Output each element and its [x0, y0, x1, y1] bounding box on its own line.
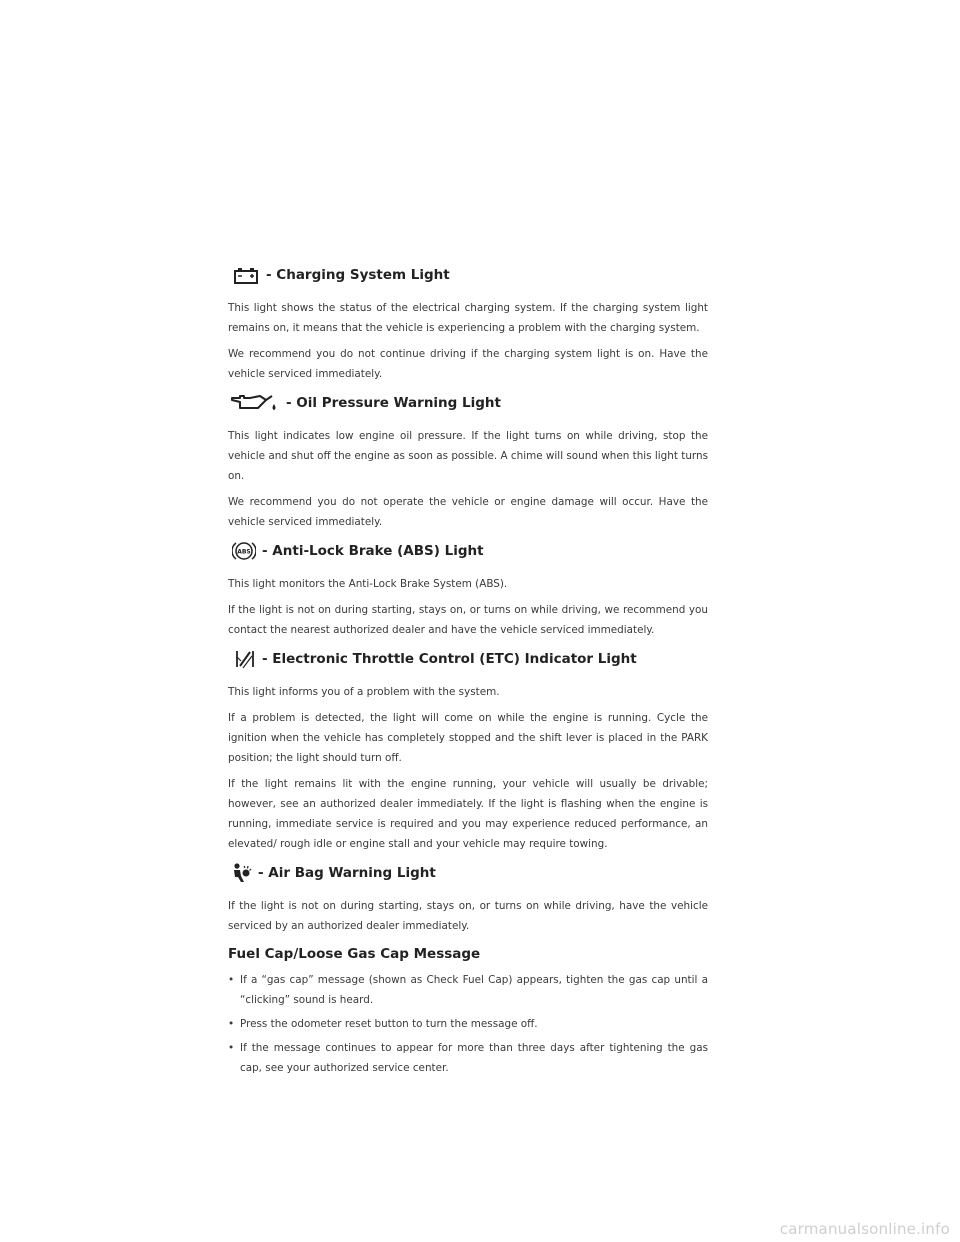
- abs-icon-text: ABS: [237, 548, 251, 556]
- list-item-text: Press the odometer reset button to turn the message off.: [240, 1018, 538, 1030]
- list-item: [228, 1038, 708, 1078]
- oil-pressure-title: - Oil Pressure Warning Light: [286, 395, 501, 411]
- airbag-title: - Air Bag Warning Light: [258, 865, 436, 881]
- abs-paragraph-2: If the light is not on during starting, stays on, or turns on while driving, we recommend you contact the nearest authorized dealer and have the vehicle serviced immediately.: [228, 604, 708, 636]
- charging-system-paragraph-2: We recommend you do not continue driving if the charging system light is on. Have the vehicle serviced immediately.: [228, 348, 708, 380]
- airbag-icon: [230, 860, 252, 886]
- oil-pressure-paragraph-1: This light indicates low engine oil pressure. If the light turns on while driving, stop the vehicle and shut off the engine as soon as possible. A chime will sound when this light turns on.: [228, 430, 708, 482]
- oil-pressure-paragraph-2: We recommend you do not operate the vehicle or engine damage will occur. Have the vehicle serviced immediately.: [228, 496, 708, 528]
- abs-icon: [232, 538, 256, 564]
- watermark[interactable]: carmanualsonline.info: [779, 1220, 950, 1238]
- etc-title: - Electronic Throttle Control (ETC) Indicator Light: [262, 651, 637, 667]
- throttle-icon: [234, 646, 256, 672]
- bullet-mark: •: [228, 1042, 235, 1054]
- charging-system-title: - Charging System Light: [266, 267, 450, 283]
- fuel-cap-list: [228, 970, 708, 1078]
- etc-paragraph-2: If a problem is detected, the light will come on while the engine is running. Cycle the ignition when the vehicle has completely stopped and the shift lever is placed in the PARK position; the light should turn off.: [228, 712, 708, 764]
- list-item-text: If the message continues to appear for more than three days after tightening the gas cap, see your authorized service center.: [240, 1042, 708, 1074]
- list-item-text: If a “gas cap” message (shown as Check Fuel Cap) appears, tighten the gas cap until a “clicking” sound is heard.: [240, 974, 708, 1006]
- battery-icon: [232, 262, 260, 288]
- charging-system-heading: [228, 262, 708, 288]
- etc-paragraph-3: If the light remains lit with the engine running, your vehicle will usually be drivable; however, see an authorized dealer immediately. If the light is flashing when the engine is running, immediate service is required and you may experience reduced performance, an elevated/ rough idle or engine stall and your vehicle may require towing.: [228, 778, 708, 850]
- abs-title: - Anti-Lock Brake (ABS) Light: [262, 543, 484, 559]
- airbag-paragraph-1: If the light is not on during starting, stays on, or turns on while driving, have the vehicle serviced by an authorized dealer immediately.: [228, 900, 708, 932]
- list-item: [228, 970, 708, 1010]
- etc-paragraph-1: This light informs you of a problem with the system.: [228, 686, 500, 698]
- etc-heading: [228, 646, 708, 672]
- bullet-mark: •: [228, 974, 235, 986]
- list-item: [228, 1014, 708, 1034]
- bullet-mark: •: [228, 1018, 235, 1030]
- abs-heading: [228, 538, 708, 564]
- manual-page: [228, 262, 708, 1082]
- fuel-cap-heading: Fuel Cap/Loose Gas Cap Message: [228, 946, 481, 962]
- charging-system-section: [228, 262, 708, 288]
- oil-pressure-heading: [228, 390, 708, 416]
- abs-paragraph-1: This light monitors the Anti-Lock Brake System (ABS).: [228, 578, 508, 590]
- airbag-heading: [228, 860, 708, 886]
- charging-system-paragraph-1: This light shows the status of the electrical charging system. If the charging system light remains on, it means that the vehicle is experiencing a problem with the charging system.: [228, 302, 708, 334]
- oil-can-icon: [230, 390, 280, 416]
